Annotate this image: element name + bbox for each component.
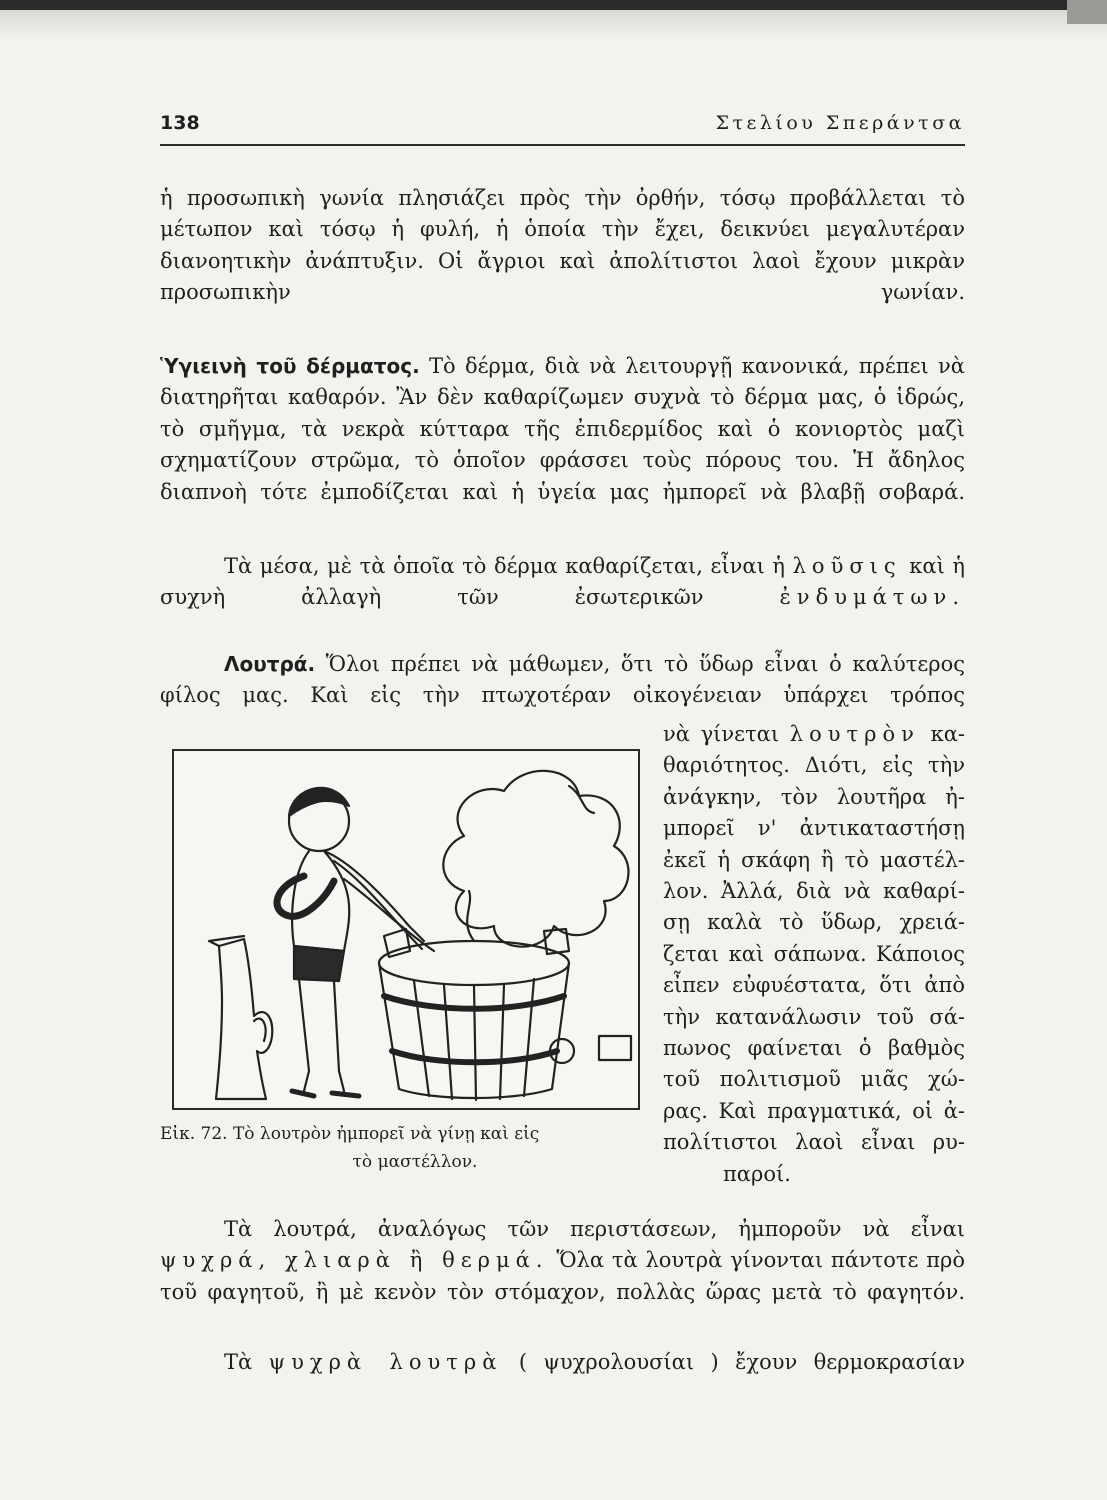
paragraph-cleaning-means [160, 551, 965, 614]
text-line: πωνος φαίνεται ὁ βαθμὸς [663, 1036, 965, 1061]
caption-line: Εἰκ. 72. Τὸ λουτρὸν ἠμπορεῖ νὰ γίνῃ καὶ εἰς [160, 1124, 540, 1144]
section-heading-baths: Λουτρά. [224, 652, 316, 676]
boy-towel [277, 876, 334, 916]
paragraph-text: καὶ ἡ συχνὴ ἀλλαγὴ τῶν ἐσωτερικῶν [160, 554, 966, 610]
paragraph-text: Τὰ [224, 1350, 253, 1374]
text-line: τὴν κατανάλωσιν τοῦ σά- [663, 1004, 965, 1029]
spaced-term-underwear: ἐνδυμάτων. [779, 585, 965, 610]
pitcher [216, 939, 272, 1099]
tub-rim [379, 941, 569, 985]
boy-arm [344, 879, 434, 951]
header-rule [160, 144, 965, 146]
paragraph-text: Τὰ λουτρά, ἀναλόγως τῶν περιστάσεων, ἠμποροῦν νὰ εἶναι [224, 1217, 965, 1241]
text-line [663, 719, 965, 750]
running-head: Στελίου Σπεράντσα [715, 112, 965, 134]
text-line: θαριότητος. Διότι, εἰς τὴν [663, 753, 965, 778]
boy-hair [289, 788, 349, 816]
spaced-term-bathing: λοῦσις [792, 554, 902, 578]
text-line: μπορεῖ ν' ἀντικαταστήσῃ [663, 816, 965, 841]
pitcher-handle [254, 1019, 266, 1041]
paragraph-facial-angle [160, 183, 965, 309]
paragraph-text: Τὰ μέσα, μὲ τὰ ὁποῖα τὸ δέρμα καθαρίζεται, εἶναι ἡ [224, 554, 786, 578]
scan-top-edge [0, 0, 1107, 10]
steam-wisp [467, 891, 474, 941]
text-line: σῃ καλὰ τὸ ὕδωρ, χρειά- [663, 910, 965, 935]
spaced-term-cleanliness-bath: λουτρὸν [789, 722, 920, 746]
steam-cloud [443, 771, 628, 947]
boy-shorts [294, 946, 344, 981]
text-line: λον. Ἀλλά, διὰ νὰ καθαρί- [663, 879, 965, 904]
bathing-drawing [174, 751, 637, 1107]
section-heading-skin: Ὑγιεινὴ τοῦ δέρματος. [160, 354, 420, 378]
scan-corner [1067, 0, 1107, 24]
text-line: ζεται καὶ σάπωνα. Κάποιος [663, 941, 965, 966]
paragraph-text: ( ψυχρολουσίαι ) ἔχουν θερμοκρασίαν [518, 1350, 965, 1374]
paragraph-text: ἡ προσωπικὴ γωνία πλησιάζει πρὸς τὴν ὀρθήν, τόσῳ προβάλλεται τὸ μέτωπον καὶ τόσῳ ἡ φυλή, ἡ ὁποία τὴν ἔχει, δεικνύει μεγαλυτέραν διανοητικὴν ἀνάπτυξιν. Οἱ ἄγριοι καὶ ἀπολίτιστοι λαοὶ ἔχουν μικρὰν προσωπικὴν γωνίαν. [160, 186, 965, 305]
spaced-term-cold-baths: ψυχρὰ λουτρὰ [268, 1350, 503, 1374]
boy-foot [292, 1091, 359, 1096]
paragraph-skin-hygiene [160, 351, 965, 508]
text-line: πολίτιστοι λαοὶ εἶναι ρυ- [663, 1130, 965, 1155]
paragraph-text: Ὅλα τὰ λουτρὰ γίνονται πάντοτε πρὸ τοῦ φαγητοῦ, ἢ μὲ κενὸν τὸν στόμαχον, πολλὰς ὥρας μετὰ τὸ φαγητόν. [160, 1248, 965, 1304]
soap-bar [599, 1036, 631, 1060]
text-line: τοῦ πολιτισμοῦ μιᾶς χώ- [663, 1067, 965, 1092]
page-number: 138 [160, 112, 200, 134]
paragraph-cold-baths [160, 1347, 965, 1378]
paragraph-text: Τὸ δέρμα, διὰ νὰ λειτουργῇ κανονικά, πρέπει νὰ διατηρῆται καθαρόν. Ἂν δὲν καθαρίζωμεν συχνὰ τὸ δέρμα μας, ὁ ἱδρώς, τὸ σμῆγμα, τὰ νεκρὰ κύτταρα τῆς ἐπιδερμίδος καὶ ὁ κονιορτὸς μαζὶ σχηματίζουν στρῶμα, τὸ ὁποῖον φράσσει τοὺς πόρους του. Ἡ ἄδηλος διαπνοὴ τότε ἐμποδίζεται καὶ ἡ ὑγεία μας ἠμπορεῖ νὰ βλαβῇ σοβαρά. [160, 354, 965, 504]
paragraph-text: Ὅλοι πρέπει νὰ μάθωμεν, ὅτι τὸ ὕδωρ εἶναι ὁ καλύτερος φίλος μας. Καὶ εἰς τὴν πτωχοτέραν οἰκογένειαν ὑπάρχει τρόπος [160, 652, 965, 708]
figure-caption [160, 1120, 630, 1176]
boy-leg [299, 979, 344, 1091]
text-line: ἀνάγκην, τὸν λουτῆρα ἠ- [663, 784, 965, 809]
text-line: παροί. [723, 1161, 791, 1186]
tub-stave [414, 981, 429, 1096]
spaced-term-bath-temps: ψυχρά, χλιαρὰ ἢ θερμά. [160, 1248, 549, 1273]
text-fragment: νὰ γίνεται [663, 722, 780, 746]
paragraph-baths-intro [160, 649, 965, 712]
text-line: εἶπεν εὐφυέστατα, ὅτι ἀπὸ [663, 973, 965, 998]
page-header [160, 108, 965, 148]
paragraph-bath-types [160, 1214, 965, 1308]
steam-wisp [569, 786, 594, 813]
text-line: ρας. Καὶ πραγματικά, οἱ ἀ- [663, 1098, 965, 1123]
text-fragment: κα- [930, 722, 965, 746]
text-line: ἐκεῖ ἡ σκάφη ἢ τὸ μαστέλ- [663, 847, 965, 872]
scan-shadow [0, 10, 1107, 40]
boy-torso [292, 851, 424, 951]
caption-line: τὸ μαστέλλον. [352, 1152, 478, 1172]
figure-bathing-illustration [172, 749, 640, 1110]
side-column-text [663, 719, 965, 1190]
